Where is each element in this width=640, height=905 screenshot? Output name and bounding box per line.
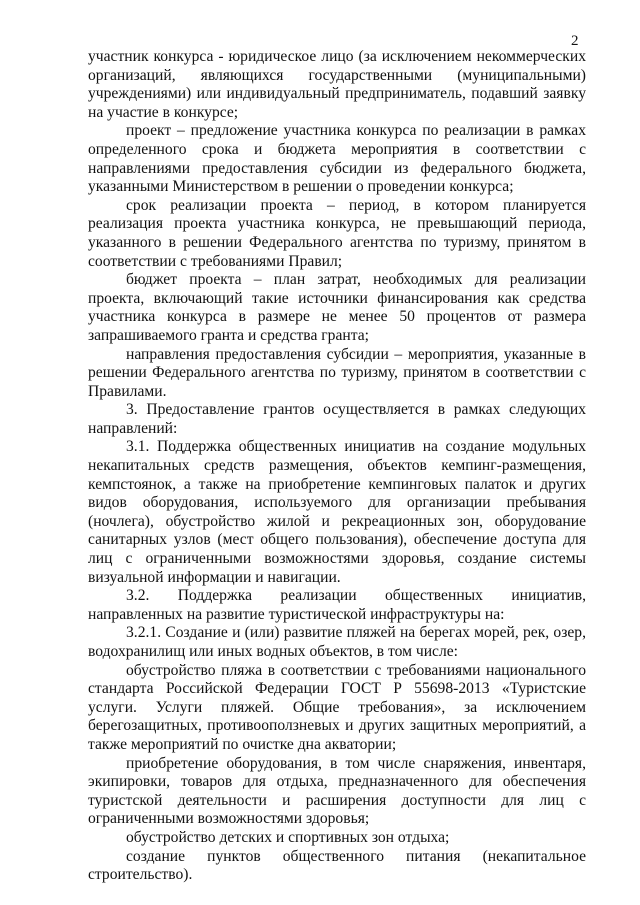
paragraph-catering-points: создание пунктов общественного питания (некапитальное строительство). — [88, 847, 586, 884]
paragraph-participant-definition: участник конкурса - юридическое лицо (за исключением некоммерческих организаций, являющихся государственными (муниципальными) учреждениями) или индивидуальный предприниматель, подавший заявку на участие в конкурсе; — [88, 48, 586, 121]
paragraph-project-definition: проект – предложение участника конкурса по реализации в рамках определенного срока и бюджета мероприятия в соответствии с направлениями предоставления субсидии из федерального бюджета, указанными Министерством в решении о проведении конкурса; — [88, 122, 586, 196]
paragraph-section-3-2-1: 3.2.1. Создание и (или) развитие пляжей на берегах морей, рек, озер, водохранилищ или иных водных объектов, в том числе: — [88, 624, 586, 660]
paragraph-section-3-1: 3.1. Поддержка общественных инициатив на создание модульных некапитальных средств размещения, объектов кемпинг-размещения, кемпстоянок, а также на приобретение кемпинговых палаток и других видов оборудования, используемого для организации пребывания (ночлега), обустройство жилой и рекреационных зон, оборудование санитарных узлов (мест общего пользования), обеспечение доступа для лиц с ограниченными возможностями здоровья, создание системы визуальной информации и навигации. — [88, 438, 586, 586]
page-number: 2 — [571, 33, 579, 49]
paragraph-section-3: 3. Предоставление грантов осуществляется в рамках следующих направлений: — [88, 401, 586, 437]
paragraph-beach-arrangement: обустройство пляжа в соответствии с требованиями национального стандарта Российской Федерации ГОСТ Р 55698-2013 «Туристские услуги. Услуги пляжей. Общие требования», за исключением берегозащитных, противооползневых и других защитных мероприятий, а также мероприятий по очистке дна акватории; — [88, 661, 586, 753]
paragraph-equipment-purchase: приобретение оборудования, в том числе снаряжения, инвентаря, экипировки, товаров для отдыха, предназначенного для обеспечения туристской деятельности и расширения доступности для лиц с ограниченными возможностями здоровья; — [88, 754, 586, 828]
paragraph-project-term-definition: срок реализации проекта – период, в котором планируется реализация проекта участника конкурса, не превышающий периода, указанного в решении Федерального агентства по туризму, принятом в соответствии с требованиями Правил; — [88, 196, 586, 270]
document-body — [88, 48, 586, 885]
paragraph-subsidy-directions-definition: направления предоставления субсидии – мероприятия, указанные в решении Федерального агентства по туризму, принятом в соответствии с Правилами. — [88, 345, 586, 400]
paragraph-recreation-zones: обустройство детских и спортивных зон отдыха; — [126, 828, 450, 846]
paragraph-section-3-2: 3.2. Поддержка реализации общественных инициатив, направленных на развитие туристической инфраструктуры на: — [88, 587, 586, 623]
paragraph-project-budget-definition: бюджет проекта – план затрат, необходимых для реализации проекта, включающий такие источники финансирования как средства участника конкурса в размере не менее 50 процентов от размера запрашиваемого гранта и средства гранта; — [88, 271, 586, 344]
